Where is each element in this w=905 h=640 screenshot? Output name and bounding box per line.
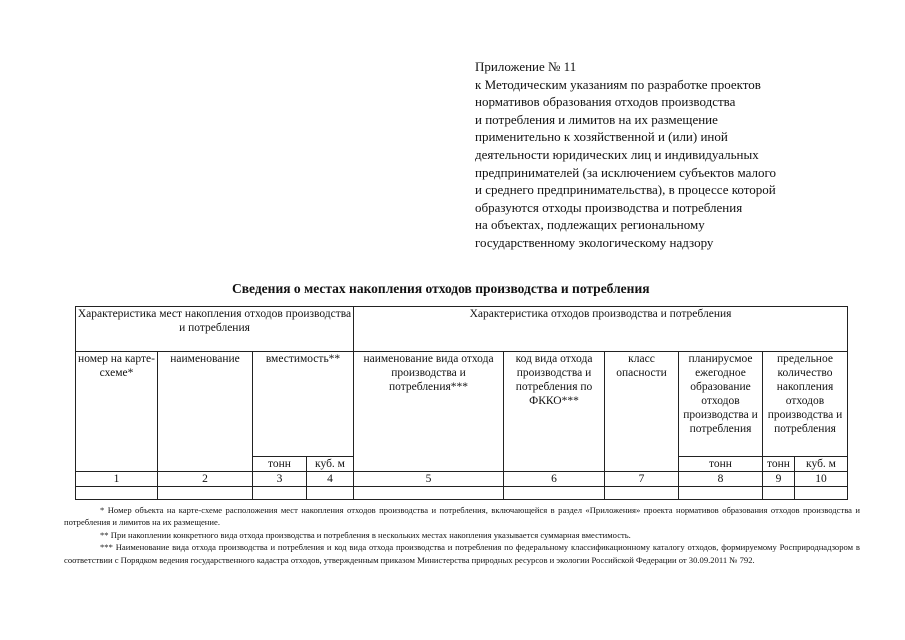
appendix-line: на объектах, подлежащих региональному — [475, 217, 705, 233]
unit-limit-tonn: тонн — [763, 457, 795, 472]
appendix-line: государственному экологическому надзору — [475, 234, 714, 250]
waste-storage-table — [75, 306, 848, 500]
unit-planned-tonn: тонн — [679, 457, 763, 472]
footnote-2: ** При накоплении конкретного вида отхода производства и потребления в нескольких местах накопления указывается суммарная вместимость. — [100, 529, 631, 540]
empty-data-row — [76, 487, 848, 500]
column-number: 9 — [763, 472, 795, 487]
footnote-1: * Номер объекта на карте-схеме расположения мест накопления отходов производства и потребления, включающейся в раздел «Приложения» проекта нормативов образования отходов производства и потребления и лимитов на их размещение. — [64, 505, 860, 528]
empty-cell — [253, 487, 307, 500]
empty-cell — [307, 487, 354, 500]
footnotes — [64, 504, 860, 566]
appendix-line: применительно к хозяйственной и (или) иной — [475, 129, 728, 145]
appendix-line: предпринимателей (за исключением субъектов малого — [475, 164, 776, 180]
appendix-line: Приложение № 11 — [475, 59, 577, 74]
group-header-locations: Характеристика мест накопления отходов производства и потребления — [76, 307, 354, 352]
unit-capacity-kub: куб. м — [307, 457, 354, 472]
unit-limit-kub: куб. м — [795, 457, 848, 472]
empty-cell — [504, 487, 605, 500]
appendix-line: нормативов образования отходов производства — [475, 94, 736, 110]
header-name: наименование — [158, 352, 253, 472]
appendix-line: деятельности юридических лиц и индивидуальных — [475, 146, 759, 162]
column-number: 2 — [158, 472, 253, 487]
empty-cell — [354, 487, 504, 500]
column-number: 8 — [679, 472, 763, 487]
group-header-waste: Характеристика отходов производства и потребления — [354, 307, 848, 352]
column-number: 7 — [605, 472, 679, 487]
header-number: номер на карте-схеме* — [76, 352, 158, 472]
unit-capacity-tonn: тонн — [253, 457, 307, 472]
header-fkko-code: код вида отхода производства и потребления по ФККО*** — [504, 352, 605, 472]
appendix-line: и среднего предпринимательства), в процессе которой — [475, 182, 776, 198]
column-number: 6 — [504, 472, 605, 487]
appendix-line: к Методическим указаниям по разработке проектов — [475, 76, 761, 92]
empty-cell — [795, 487, 848, 500]
column-number: 1 — [76, 472, 158, 487]
header-capacity: вместимость** — [253, 352, 354, 457]
column-number-row — [76, 472, 848, 487]
appendix-header — [475, 58, 776, 252]
column-number: 4 — [307, 472, 354, 487]
footnote-3: *** Наименование вида отхода производства и потребления и код вида отхода производства и потребления по федеральному классификационному каталогу отходов, формируемому Росприроднадзором в соответствии с Порядком ведения государственного кадастра отходов, утвержденным приказом Министерства природных ресурсов и экологии Российской Федерации от 30.09.2011 № 792. — [64, 542, 860, 565]
empty-cell — [76, 487, 158, 500]
header-limit: предельное количество накопления отходов производства и потребления — [763, 352, 848, 457]
column-number: 5 — [354, 472, 504, 487]
header-hazard-class: класс опасности — [605, 352, 679, 472]
header-waste-name: наименование вида отхода производства и потребления*** — [354, 352, 504, 472]
empty-cell — [158, 487, 253, 500]
appendix-line: образуются отходы производства и потребления — [475, 199, 743, 215]
column-number: 3 — [253, 472, 307, 487]
empty-cell — [679, 487, 763, 500]
column-number: 10 — [795, 472, 848, 487]
document-title: Сведения о местах накопления отходов производства и потребления — [232, 281, 650, 296]
appendix-line: и потребления и лимитов на их размещение — [475, 111, 718, 127]
header-planned: планирусмое ежегодное образование отходов производства и потребления — [679, 352, 763, 457]
empty-cell — [763, 487, 795, 500]
empty-cell — [605, 487, 679, 500]
